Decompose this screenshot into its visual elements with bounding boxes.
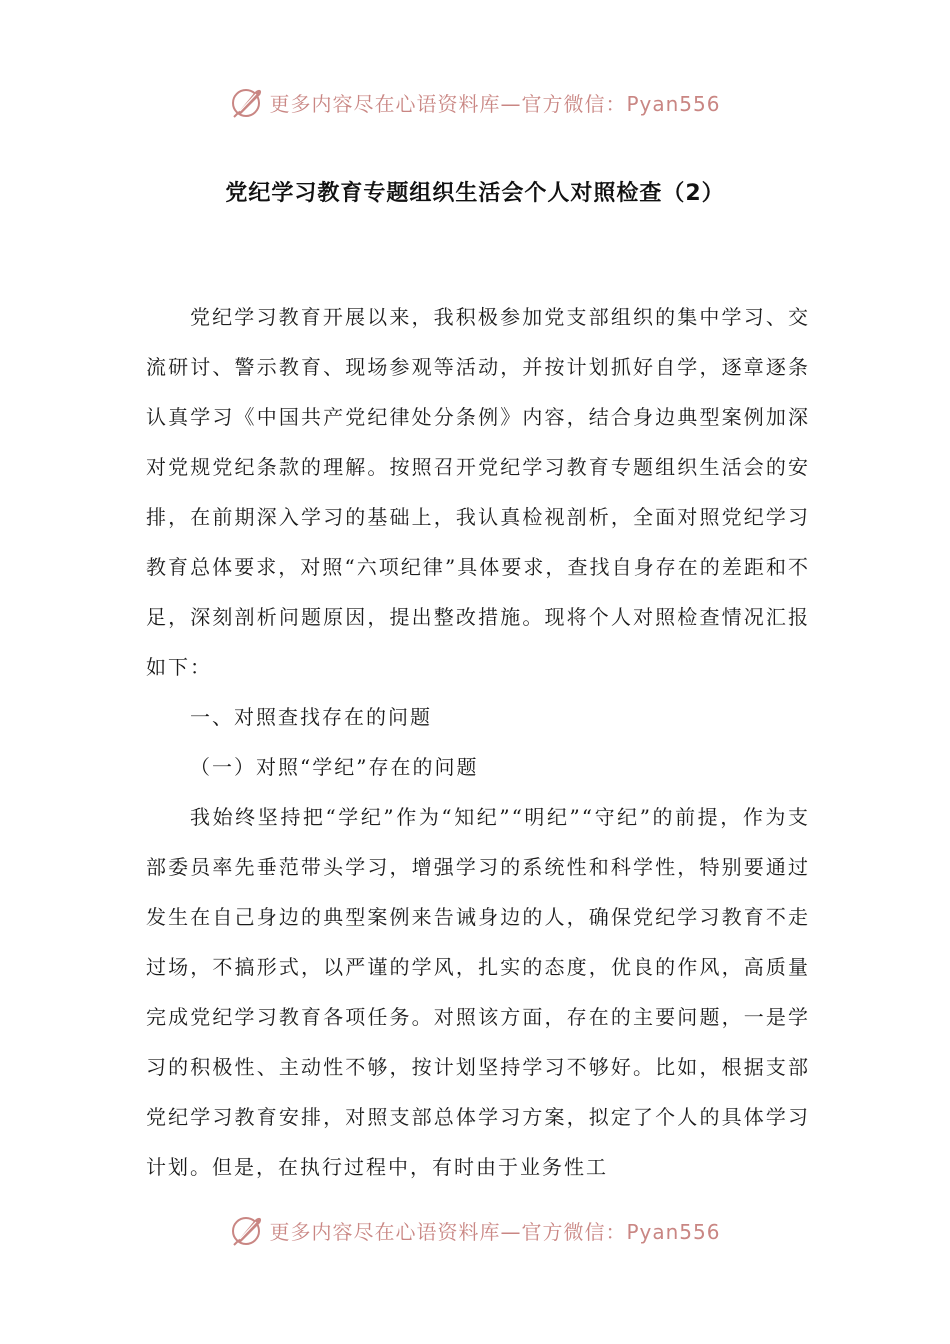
paragraph-intro: 党纪学习教育开展以来，我积极参加党支部组织的集中学习、交流研讨、警示教育、现场参观等活动，并按计划抓好自学，逐章逐条认真学习《中国共产党纪律处分条例》内容，结合身边典型案例加深对党规党纪条款的理解。按照召开党纪学习教育专题组织生活会的安排，在前期深入学习的基础上，我认真检视剖析，全面对照党纪学习教育总体要求，对照“六项纪律”具体要求，查找自身存在的差距和不足，深刻剖析问题原因，提出整改措施。现将个人对照检查情况汇报如下： (146, 305, 810, 679)
document-title: 党纪学习教育专题组织生活会个人对照检查（2） (225, 181, 725, 206)
feather-pen-logo-icon (229, 84, 265, 120)
watermark-text: 更多内容尽在心语资料库—官方微信：Pyan556 (269, 1219, 721, 1244)
footer-watermark-banner (0, 1208, 950, 1252)
heading-section-1: 一、对照查找存在的问题 (190, 705, 432, 729)
watermark-text: 更多内容尽在心语资料库—官方微信：Pyan556 (269, 91, 721, 116)
feather-pen-logo-icon (229, 1212, 265, 1248)
document-body (146, 292, 810, 1192)
header-watermark-banner (0, 80, 950, 124)
heading-subsection-1: （一）对照“学纪”存在的问题 (190, 755, 479, 779)
paragraph-study-discipline: 我始终坚持把“学纪”作为“知纪”“明纪”“守纪”的前提，作为支部委员率先垂范带头学习，增强学习的系统性和科学性，特别要通过发生在自己身边的典型案例来告诫身边的人，确保党纪学习教育不走过场，不搞形式，以严谨的学风，扎实的态度，优良的作风，高质量完成党纪学习教育各项任务。对照该方面，存在的主要问题，一是学习的积极性、主动性不够，按计划坚持学习不够好。比如，根据支部党纪学习教育安排，对照支部总体学习方案，拟定了个人的具体学习计划。但是，在执行过程中，有时由于业务性工 (146, 805, 810, 1179)
